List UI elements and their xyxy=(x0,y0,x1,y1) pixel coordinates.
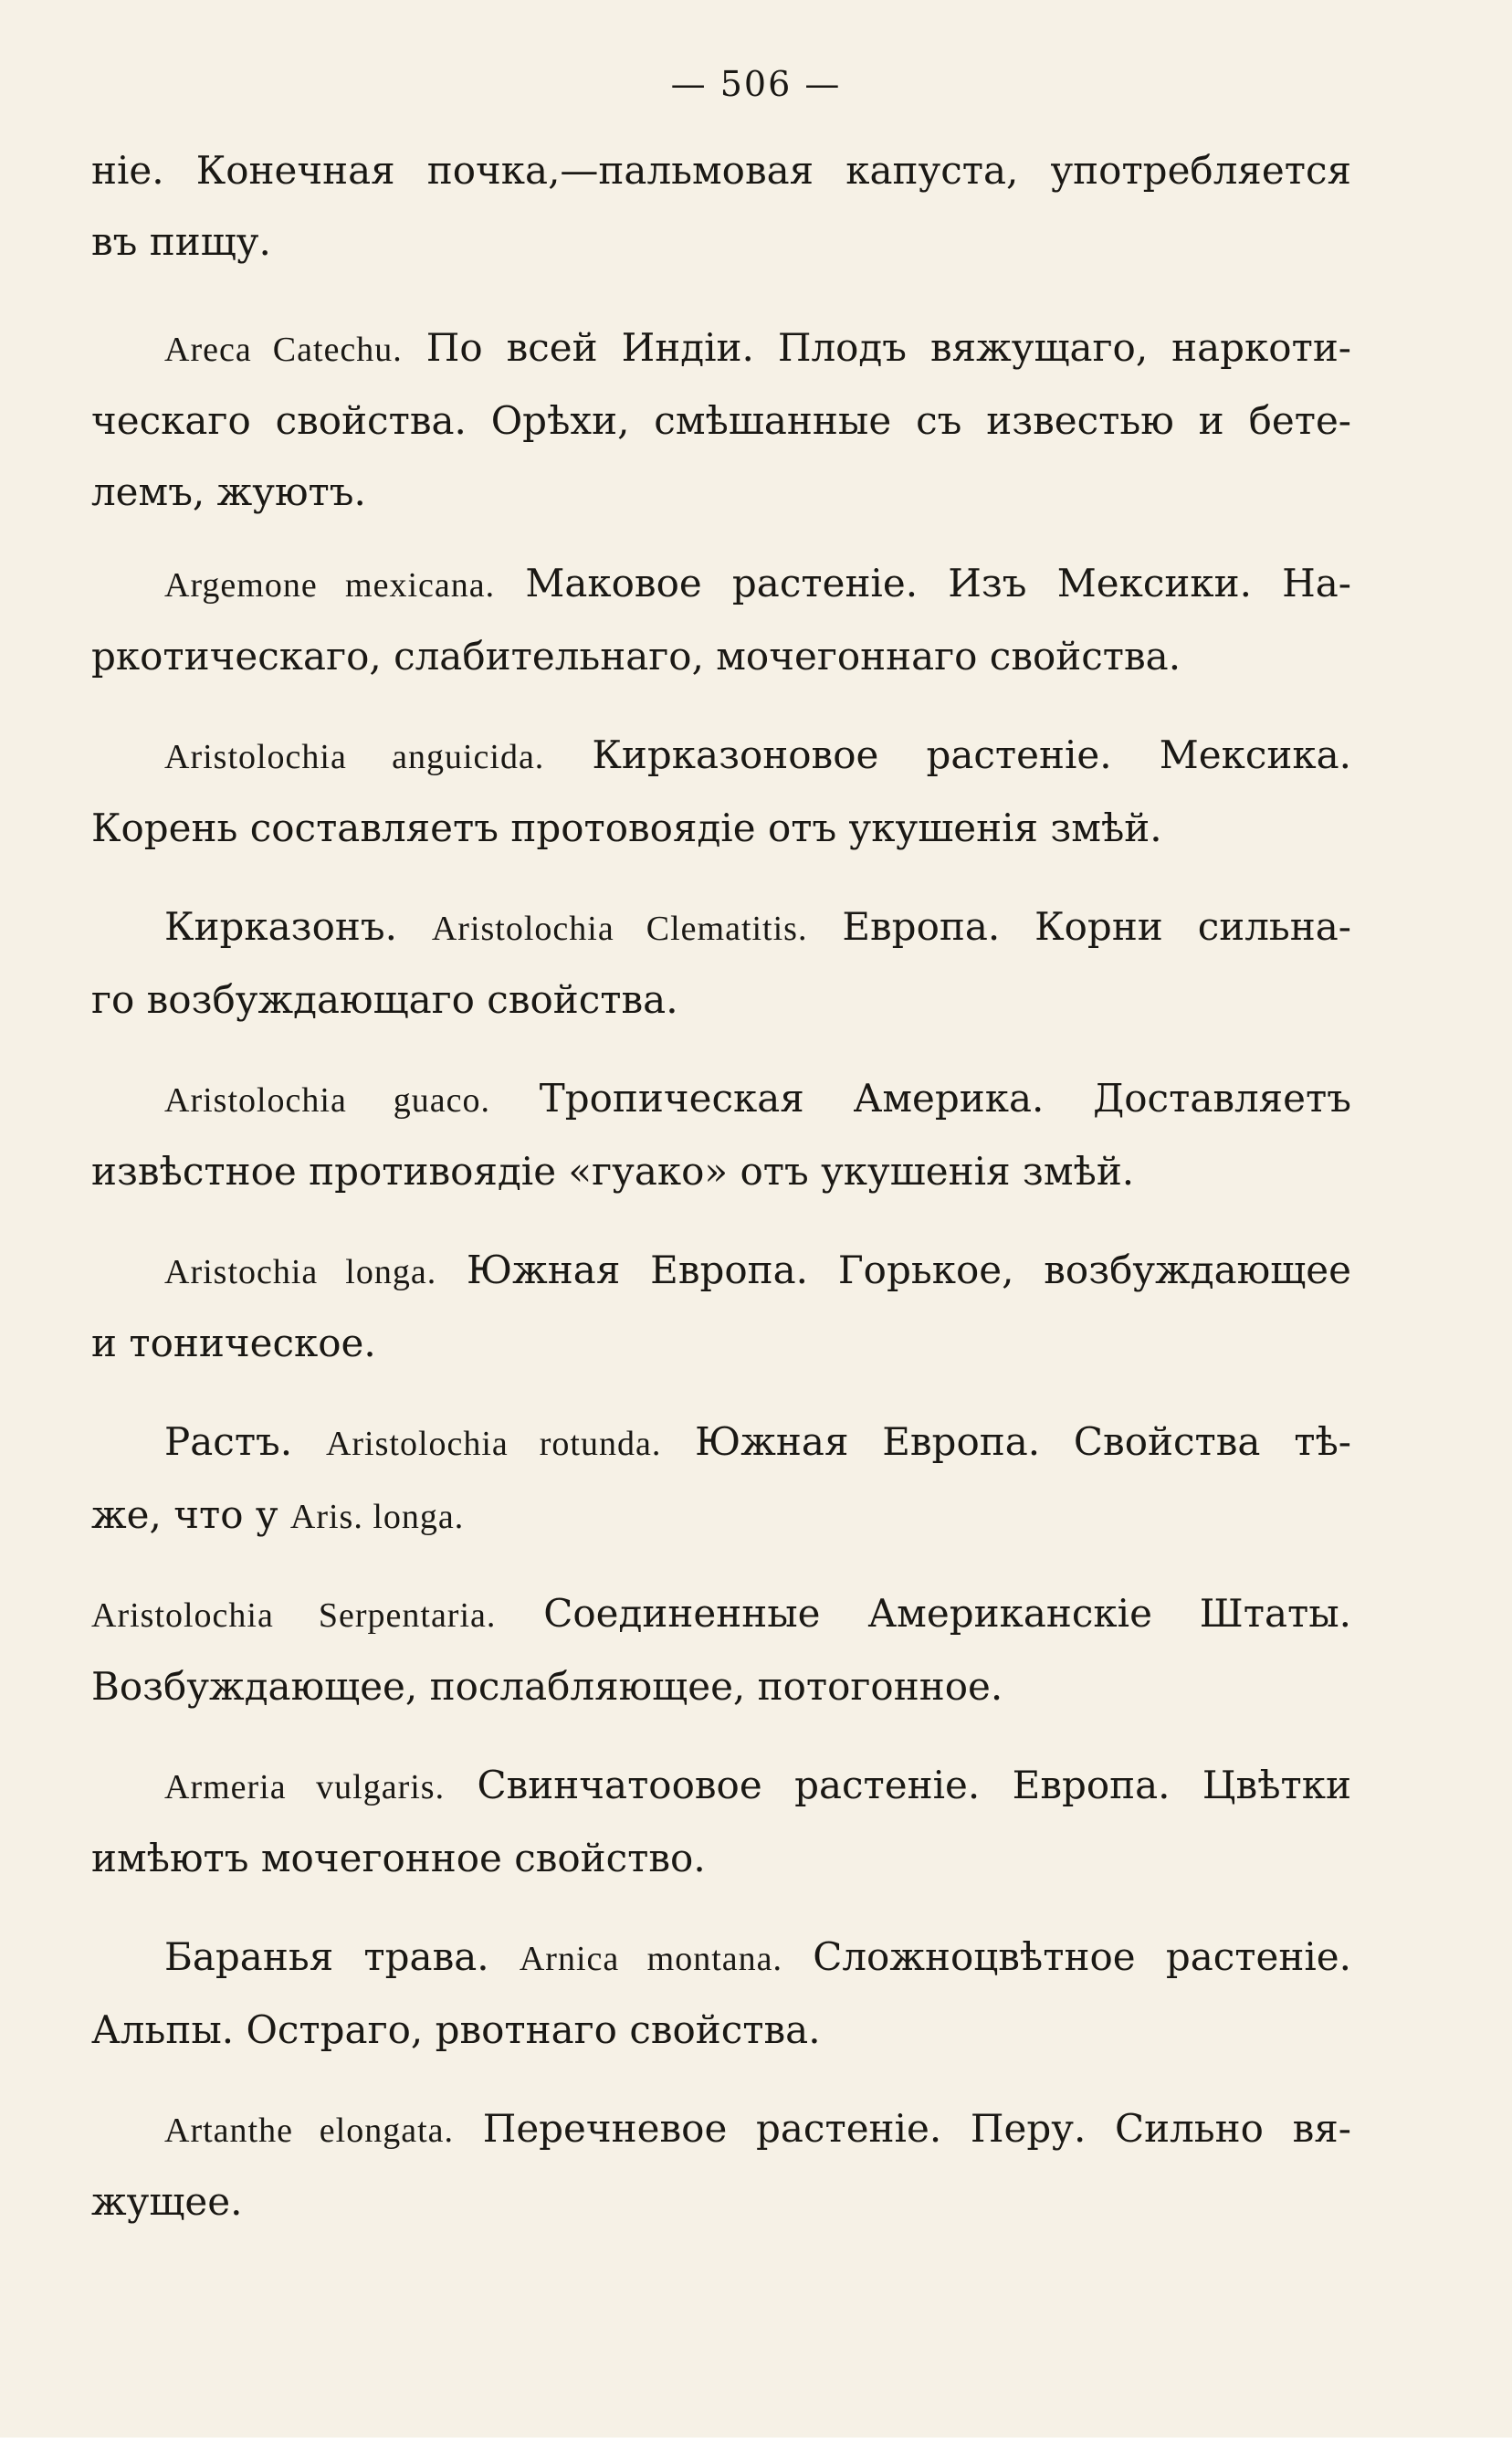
text-line xyxy=(91,1063,1351,1136)
entry-argemone-mexicana xyxy=(91,548,1351,692)
text-line: ркотическаго, слабительнаго, мочегоннаго свойства. xyxy=(91,634,1181,679)
text-line: ческаго свойства. Орѣхи, смѣшанные съ известью и бете- xyxy=(91,398,1351,443)
entry-kirkazon xyxy=(91,891,1351,1036)
latin-name: Artanthe elongata. xyxy=(164,2111,454,2150)
entry-continuation xyxy=(91,135,1351,278)
text-line: имѣютъ мочегонное свойство. xyxy=(91,1836,706,1880)
page-number: — 506 — xyxy=(670,64,842,104)
text-line xyxy=(91,312,1351,385)
entry-armeria-vulgaris xyxy=(91,1750,1351,1894)
text-line: го возбуждающаго свойства. xyxy=(91,977,678,1022)
entry-artanthe-elongata xyxy=(91,2093,1351,2238)
text-segment: По всей Индіи. Плодъ вяжущаго, наркоти- xyxy=(402,325,1352,370)
text-line: Возбуждающее, послабляющее, потогонное. xyxy=(91,1664,1003,1709)
text-line: жущее. xyxy=(91,2179,243,2224)
latin-name: Areca Catechu. xyxy=(164,331,403,369)
latin-name: Aristochia longa. xyxy=(164,1253,437,1291)
text-segment: Южная Европа. Горькое, возбуждающее xyxy=(436,1248,1351,1292)
latin-name: Arnica montana. xyxy=(519,1940,782,1978)
latin-name: Argemone mexicana. xyxy=(164,566,496,605)
text-segment: Перечневое растеніе. Перу. Сильно вя- xyxy=(454,2106,1351,2151)
text-segment: же, что у xyxy=(91,1492,290,1537)
text-line xyxy=(91,1235,1351,1308)
text-line xyxy=(91,1922,1351,1995)
text-segment: Южная Европа. Свойства тѣ- xyxy=(661,1419,1351,1464)
text-segment: Кирказонъ. xyxy=(164,904,432,949)
text-segment: Баранья трава. xyxy=(164,1934,520,1979)
latin-name: Aristolochia Serpentaria. xyxy=(91,1596,497,1635)
text-line xyxy=(91,548,1351,621)
text-line: лемъ, жуютъ. xyxy=(91,469,366,514)
entry-aristolochia-serpentaria xyxy=(91,1578,1351,1722)
page-edge xyxy=(0,2438,1512,2443)
text-line xyxy=(91,1479,1351,1553)
text-segment: Европа. Корни сильна- xyxy=(807,904,1351,949)
text-line xyxy=(91,1578,1351,1651)
latin-name: Aris. longa. xyxy=(289,1498,465,1536)
text-segment: Свинчатоовое растеніе. Европа. Цвѣтки xyxy=(445,1763,1352,1807)
text-line: ніе. Конечная почка,—пальмовая капуста, употребляется xyxy=(91,148,1351,193)
text-line xyxy=(91,891,1351,964)
text-segment: Сложноцвѣтное растеніе. xyxy=(782,1934,1351,1979)
entry-baranya-trava xyxy=(91,1922,1351,2066)
entry-aristochia-longa xyxy=(91,1235,1351,1379)
entry-areca-catechu xyxy=(91,312,1351,528)
text-line xyxy=(91,2093,1351,2166)
text-line: и тоническое. xyxy=(91,1321,376,1365)
latin-name: Aristolochia anguicida. xyxy=(164,738,545,776)
entry-rast xyxy=(91,1406,1351,1553)
text-line: Корень составляетъ протовоядіе отъ укушенія змѣй. xyxy=(91,806,1162,850)
text-line: въ пищу. xyxy=(91,219,271,264)
text-line xyxy=(91,1406,1351,1479)
text-line: извѣстное противоядіе «гуако» отъ укушенія змѣй. xyxy=(91,1149,1135,1194)
latin-name: Aristolochia guaco. xyxy=(164,1081,490,1120)
latin-name: Aristolochia Clematitis. xyxy=(431,910,808,948)
text-segment: Кирказоновое растеніе. Мексика. xyxy=(544,732,1351,777)
text-line: Альпы. Остраго, рвотнаго свойства. xyxy=(91,2007,821,2052)
text-segment: Тропическая Америка. Доставляетъ xyxy=(489,1076,1351,1121)
text-line xyxy=(91,1750,1351,1823)
entry-aristolochia-anguicida xyxy=(91,720,1351,864)
text-segment: Маковое растеніе. Изъ Мексики. На- xyxy=(495,561,1351,605)
latin-name: Aristolochia rotunda. xyxy=(325,1425,662,1463)
text-line xyxy=(91,720,1351,793)
text-segment: Растъ. xyxy=(164,1419,326,1464)
entry-aristolochia-guaco xyxy=(91,1063,1351,1207)
text-segment: Соединенные Американскіе Штаты. xyxy=(496,1591,1351,1636)
latin-name: Armeria vulgaris. xyxy=(164,1768,446,1806)
